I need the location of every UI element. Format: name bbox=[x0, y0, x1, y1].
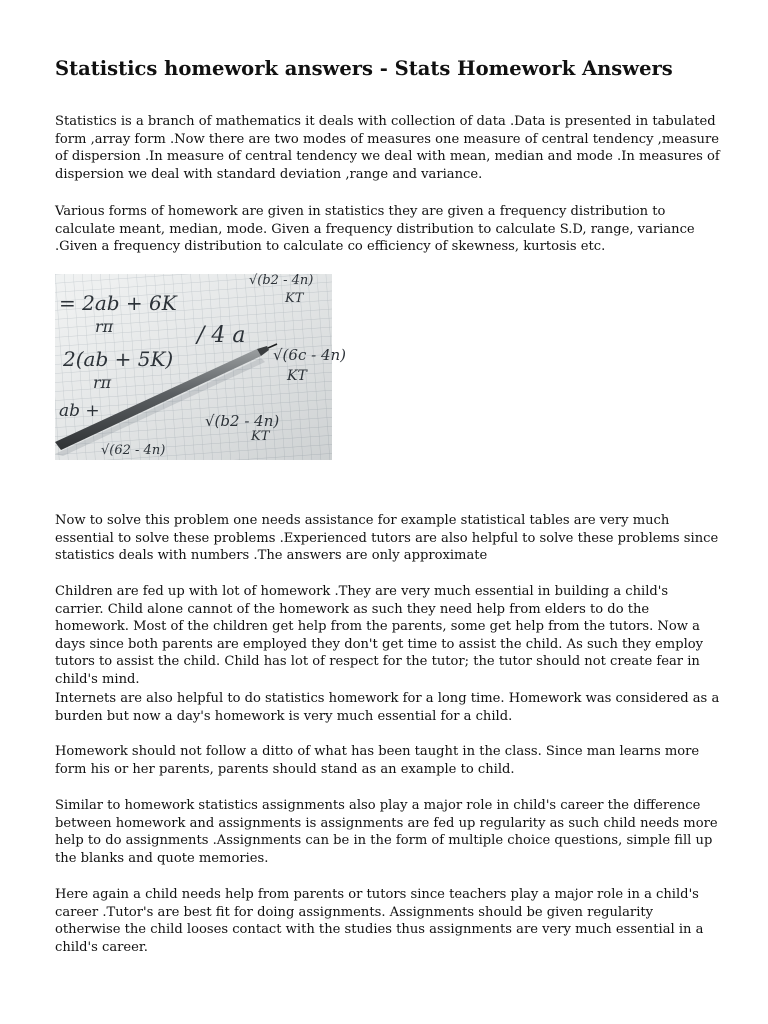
handwriting-line: rπ bbox=[93, 373, 112, 392]
handwriting-line: ab + bbox=[59, 401, 100, 421]
handwriting-line: / 4 a bbox=[197, 323, 246, 348]
paragraph-assignments: Similar to homework statistics assignments also play a major role in child's career the difference between homework and assignments is assignments are fed up regularity as such child needs more help to do assignments .Assignments can be in the form of multiple choice questions, simple fill up the blanks and quote memories. bbox=[55, 798, 718, 866]
paragraph-internet-help: Internets are also helpful to do statistics homework for a long time. Homework was considered as a burden but now a day's homework is very much essential for a child. bbox=[55, 691, 720, 724]
paragraph-homework-forms: Various forms of homework are given in statistics they are given a frequency distribution to calculate meant, median, mode. Given a frequency distribution to calculate S.D, range, variance .Given a frequency distribution to calculate co efficiency of skewness, kurtosis etc. bbox=[55, 204, 695, 255]
handwriting-line: KT bbox=[251, 429, 270, 444]
handwriting-line: √(6c - 4n) bbox=[273, 346, 347, 364]
handwriting-line: √(b2 - 4n) bbox=[205, 412, 280, 430]
handwriting-line: KT bbox=[285, 291, 304, 306]
handwriting-line: √(62 - 4n) bbox=[101, 443, 166, 458]
handwriting-line: KT bbox=[287, 368, 307, 384]
paragraph-statistics-intro: Statistics is a branch of mathematics it deals with collection of data .Data is presented in tabulated form ,array form .Now there are two modes of measures one measure of central tendency ,measure of dispersion .In measure of central tendency we deal with mean, median and mode .In measures of dispersion we deal with standard deviation ,range and variance. bbox=[55, 114, 720, 182]
handwriting-line: rπ bbox=[95, 317, 114, 336]
paragraph-homework-parents: Homework should not follow a ditto of what has been taught in the class. Since man learns more form his or her parents, parents should stand as an example to child. bbox=[55, 744, 700, 777]
paragraph-solving-problems: Now to solve this problem one needs assistance for example statistical tables are very much essential to solve these problems .Experienced tutors are also helpful to solve these problems since statistics deals with numbers .The answers are only approximate bbox=[55, 513, 719, 564]
handwriting-line: = 2ab + 6K bbox=[59, 291, 177, 315]
paragraph-children-homework: Children are fed up with lot of homework .They are very much essential in building a child's carrier. Child alone cannot of the homework as such they need help from elders to do the homework. Most of the children get help from the parents, some get help from the tutors. Now a days since both parents are employed they don't get time to assist the child. As such they employ tutors to assist the child. Child has lot of respect for the tutor; the tutor should not create fear in child's mind. bbox=[55, 584, 704, 687]
paragraph-tutors-assignments: Here again a child needs help from parents or tutors since teachers play a major role in a child's career .Tutor's are best fit for doing assignments. Assignments should be given regularity otherwise the child looses contact with the studies thus assignments are very much essential in a child's career. bbox=[55, 887, 704, 955]
handwriting-line: 2(ab + 5K) bbox=[63, 347, 174, 371]
handwriting-line: √(b2 - 4n) bbox=[249, 273, 314, 288]
document-title: Statistics homework answers - Stats Homework Answers bbox=[55, 57, 673, 80]
math-handwriting-photo bbox=[55, 273, 347, 460]
